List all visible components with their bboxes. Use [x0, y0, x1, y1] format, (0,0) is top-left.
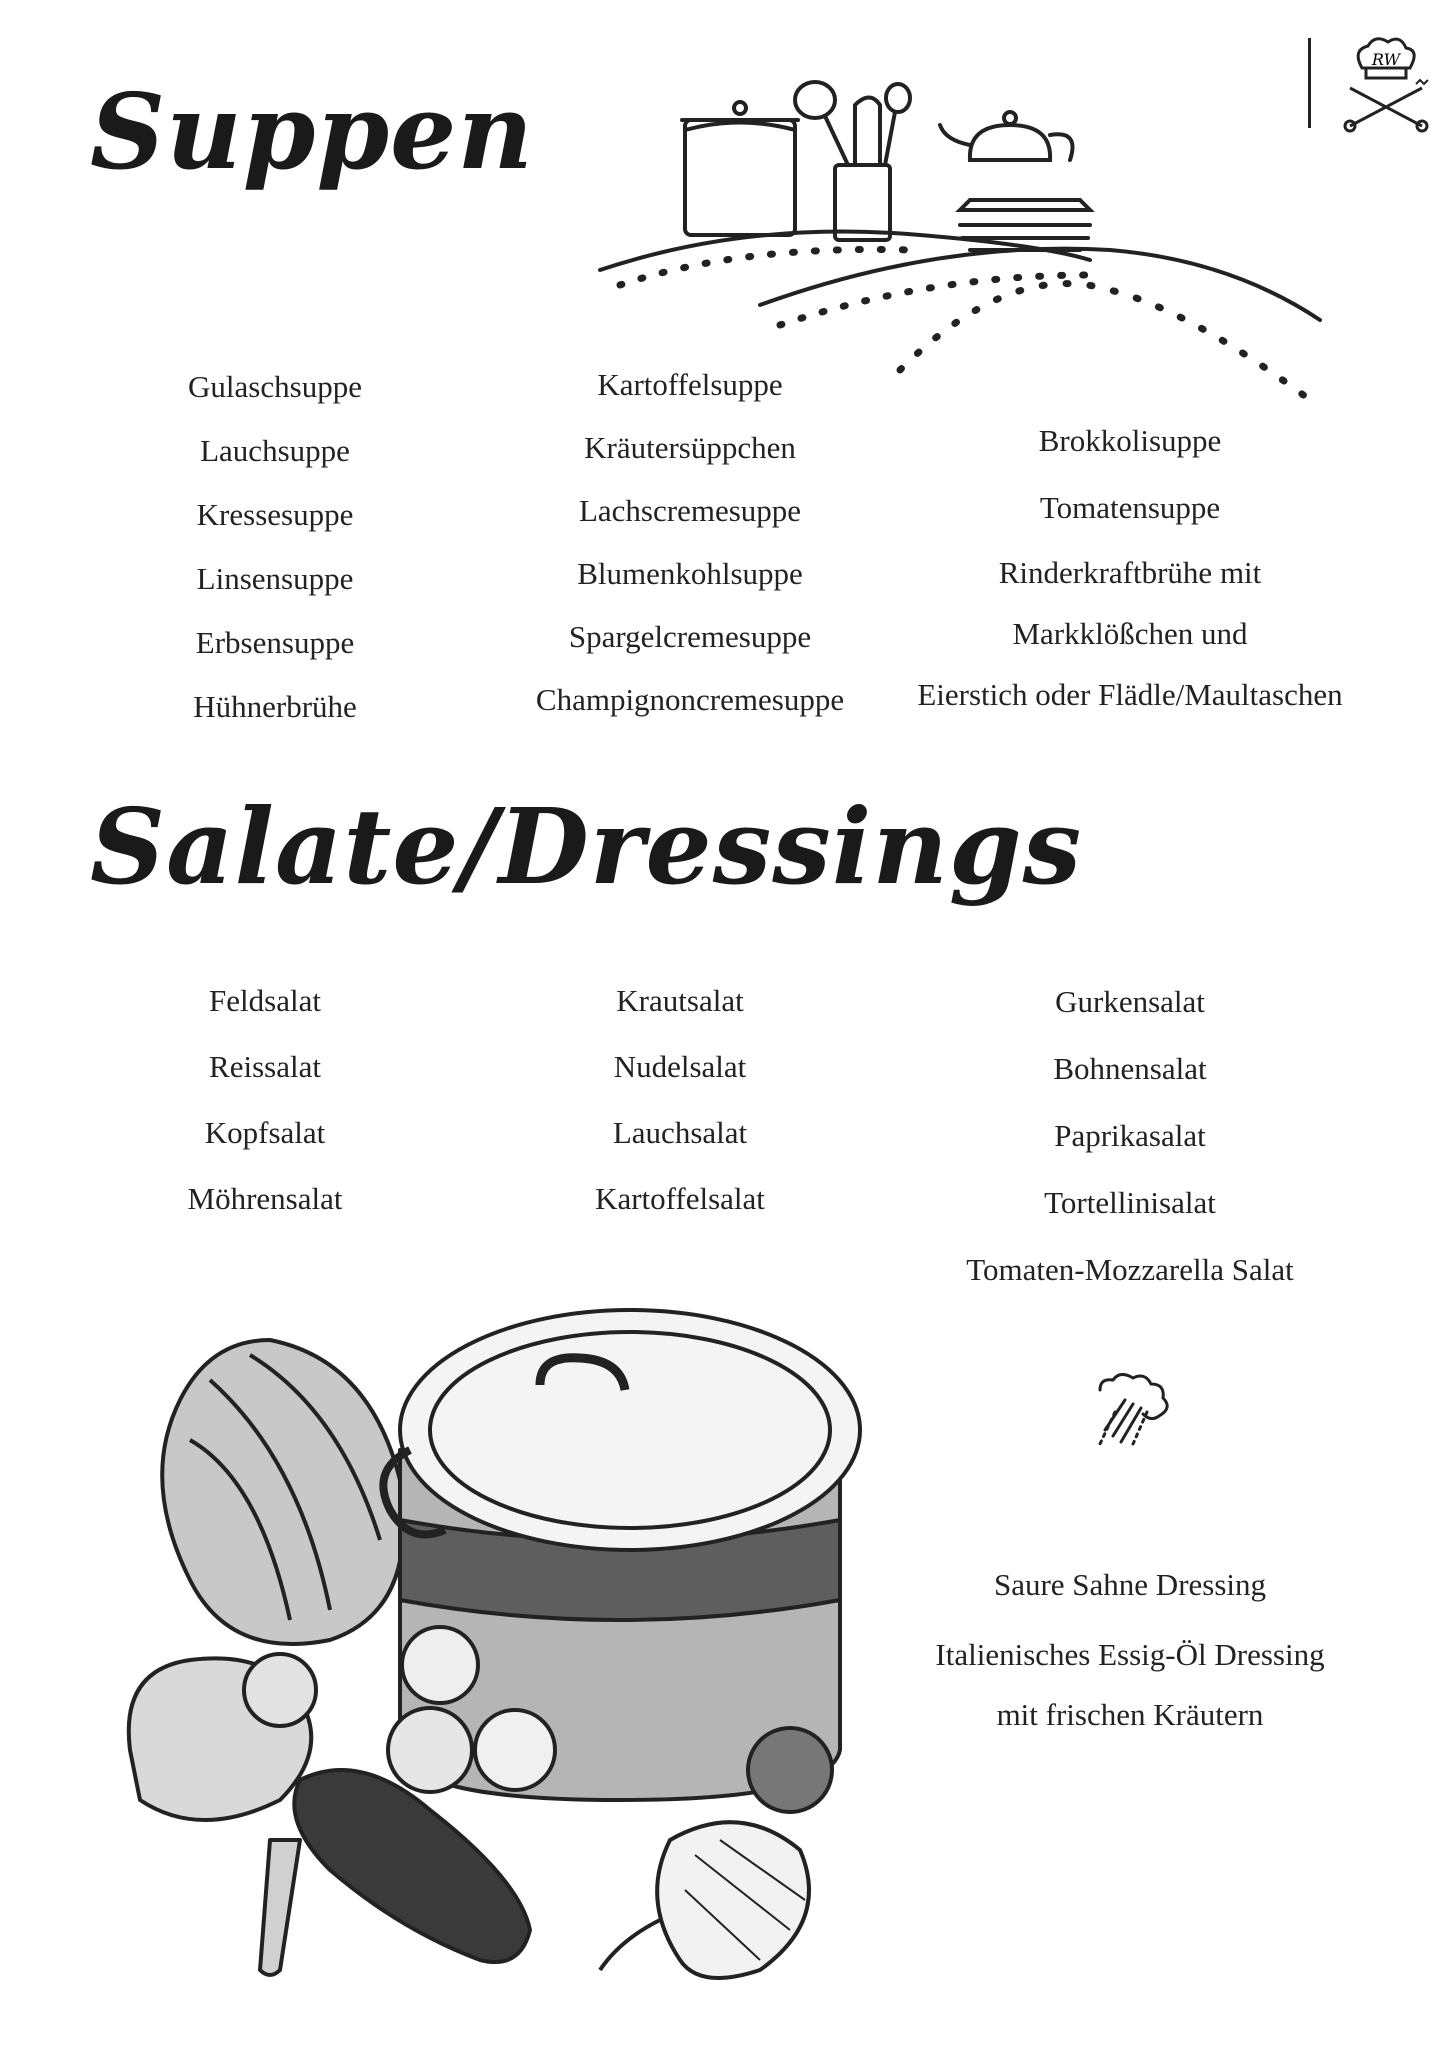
- logo-initials: RW: [1371, 50, 1401, 69]
- list-item: Tomatensuppe: [1039, 490, 1221, 525]
- salads-column-1: [125, 968, 405, 1232]
- soups-heading: Suppen: [90, 70, 534, 193]
- chef-logo-icon: [1330, 28, 1440, 138]
- list-item: Markklößchen und: [1012, 616, 1248, 651]
- pot-vegetables-illustration: [100, 1280, 900, 1980]
- list-item: Paprikasalat: [1054, 1118, 1206, 1153]
- list-item: Blumenkohlsuppe: [577, 556, 803, 591]
- salads-column-2: [540, 968, 820, 1232]
- list-item: Linsensuppe: [196, 561, 354, 596]
- list-item: Hühnerbrühe: [193, 689, 357, 724]
- list-item: Krautsalat: [616, 983, 744, 1018]
- dressings-list: [890, 1555, 1370, 1745]
- list-item: Kartoffelsuppe: [597, 367, 783, 402]
- list-item: Tortellinisalat: [1044, 1185, 1216, 1220]
- list-item: Reissalat: [209, 1049, 321, 1084]
- list-item: Spargelcremesuppe: [568, 619, 812, 654]
- salads-heading: Salate/Dressings: [90, 785, 1083, 908]
- list-item: Möhrensalat: [187, 1181, 343, 1216]
- list-item: Italienisches Essig-Öl Dressing: [935, 1637, 1325, 1672]
- list-item: Gulaschsuppe: [188, 369, 362, 404]
- list-item: Lauchsuppe: [200, 433, 350, 468]
- list-item: Rinderkraftbrühe mit: [998, 555, 1262, 590]
- list-item: Bohnensalat: [1053, 1051, 1207, 1086]
- list-item: Kopfsalat: [204, 1115, 326, 1150]
- list-item: Gurkensalat: [1055, 984, 1205, 1019]
- list-item: Brokkolisuppe: [1038, 423, 1222, 458]
- list-item: mit frischen Kräutern: [996, 1697, 1264, 1732]
- list-item: Nudelsalat: [613, 1049, 747, 1084]
- steam-cloud-icon: [1085, 1370, 1185, 1470]
- list-item: Erbsensuppe: [195, 625, 355, 660]
- soups-column-3: [890, 410, 1370, 725]
- list-item: Feldsalat: [209, 983, 321, 1018]
- list-item: Lachscremesuppe: [578, 493, 802, 528]
- list-item: Lauchsalat: [612, 1115, 748, 1150]
- salads-column-3: [920, 968, 1340, 1303]
- list-item: Champignoncremesuppe: [535, 682, 845, 717]
- list-item: Kressesuppe: [196, 497, 354, 532]
- list-item: Kräutersüppchen: [584, 430, 796, 465]
- list-item: Saure Sahne Dressing: [993, 1567, 1267, 1602]
- soups-column-2: [510, 353, 870, 731]
- list-item: Kartoffelsalat: [595, 1181, 765, 1216]
- soups-column-1: [130, 355, 420, 739]
- list-item: Tomaten-Mozzarella Salat: [966, 1252, 1294, 1287]
- list-item: Eierstich oder Flädle/Maultaschen: [917, 677, 1343, 712]
